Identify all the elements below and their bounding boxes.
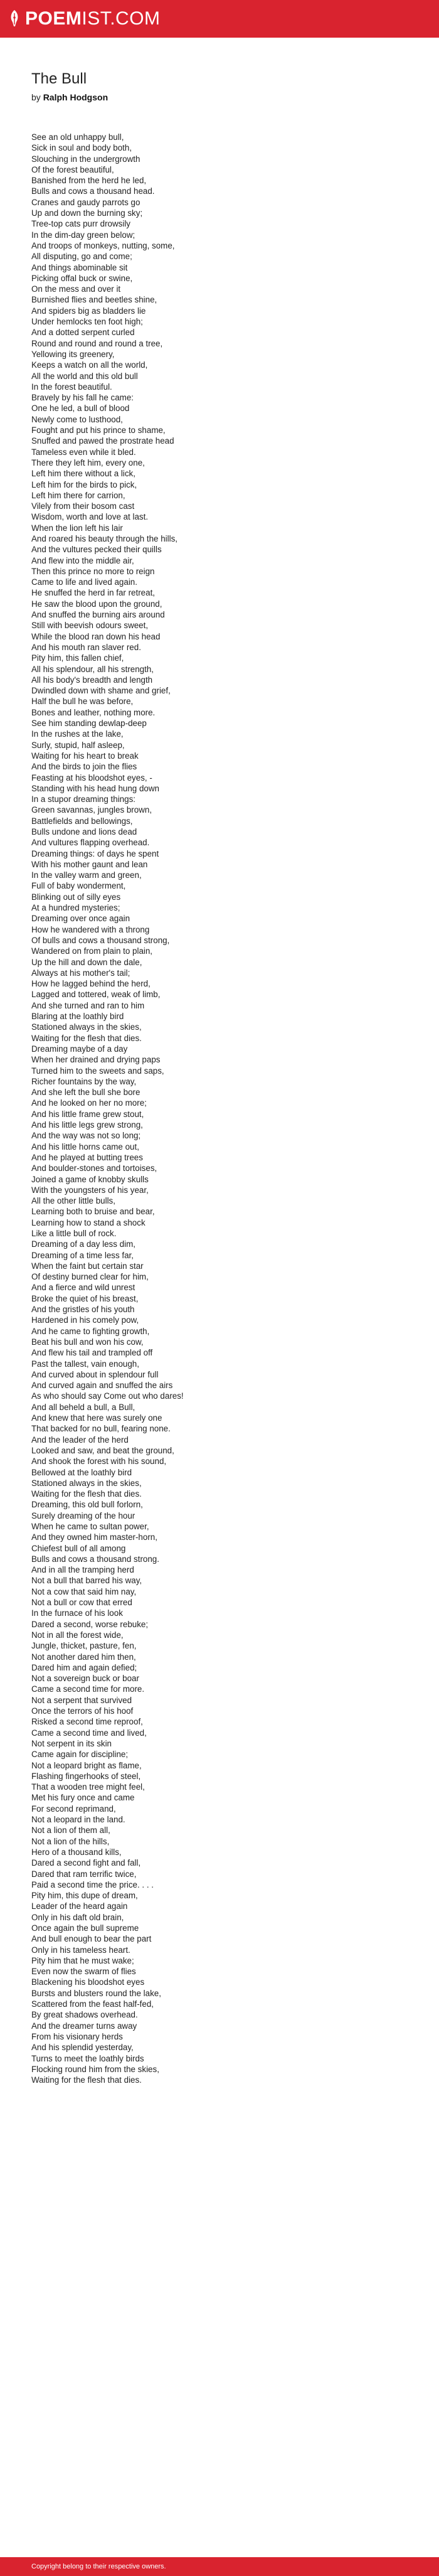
footer-copyright: Copyright belong to their respective owners. bbox=[31, 2563, 166, 2570]
poem-line: Looked and saw, and beat the ground, bbox=[31, 1445, 174, 1455]
poem-line: Wandered on from plain to plain, bbox=[31, 946, 153, 956]
poem-line: There they left him, every one, bbox=[31, 457, 145, 468]
poem-line: Waiting for the flesh that dies. bbox=[31, 2075, 142, 2085]
poem-line: Slouching in the undergrowth bbox=[31, 154, 140, 164]
poem-line: For second reprimand, bbox=[31, 1804, 116, 1814]
poem-line: And all beheld a bull, a Bull, bbox=[31, 1402, 135, 1412]
poem-line: And shook the forest with his sound, bbox=[31, 1456, 167, 1467]
poem-line: Risked a second time reproof, bbox=[31, 1717, 143, 1727]
poem-line: Blaring at the loathly bird bbox=[31, 1012, 124, 1022]
poem-line: Even now the swarm of flies bbox=[31, 1967, 136, 1977]
poem-line: In the furnace of his look bbox=[31, 1608, 123, 1618]
poem-line: Blackening his bloodshot eyes bbox=[31, 1977, 145, 1987]
poem-line: Richer fountains by the way, bbox=[31, 1076, 137, 1086]
poem-line: And she turned and ran to him bbox=[31, 1000, 145, 1010]
poem-line: And the way was not so long; bbox=[31, 1131, 141, 1141]
poem-line: Once again the bull supreme bbox=[31, 1923, 139, 1933]
poem-line: Not serpent in its skin bbox=[31, 1738, 112, 1748]
poem-line: That backed for no bull, fearing none. bbox=[31, 1424, 171, 1434]
poem-line: Dreaming things: of days he spent bbox=[31, 848, 159, 858]
poem-line: With the youngsters of his year, bbox=[31, 1185, 149, 1195]
logo-text bbox=[25, 9, 161, 28]
poem-line: Then this prince no more to reign bbox=[31, 566, 155, 576]
site-footer bbox=[0, 2557, 439, 2576]
poem-line: Left him there without a lick, bbox=[31, 469, 135, 479]
poem-line: In the valley warm and green, bbox=[31, 870, 142, 880]
poem-line: And snuffed the burning airs around bbox=[31, 610, 165, 620]
poem-line: Dared a second fight and fall, bbox=[31, 1858, 141, 1868]
poem-line: Only in his tameless heart. bbox=[31, 1945, 130, 1955]
poem-line: Not a bull or cow that erred bbox=[31, 1598, 132, 1608]
poem-line: Bursts and blusters round the lake, bbox=[31, 1988, 161, 1998]
poem-line: Half the bull he was before, bbox=[31, 697, 134, 707]
poem-line: And the birds to join the flies bbox=[31, 762, 137, 772]
poem-line: And the dreamer turns away bbox=[31, 2021, 137, 2031]
poem-line: Tree-top cats purr drowsily bbox=[31, 219, 131, 229]
poem-content bbox=[31, 70, 420, 2085]
poem-line: And knew that here was surely one bbox=[31, 1413, 162, 1423]
poem-line: Sick in soul and body both, bbox=[31, 143, 132, 153]
poem-line: All his body's breadth and length bbox=[31, 675, 153, 685]
poem-line: Turns to meet the loathly birds bbox=[31, 2053, 144, 2063]
poem-line: Pity him that he must wake; bbox=[31, 1955, 134, 1965]
poem-line: And his mouth ran slaver red. bbox=[31, 642, 141, 652]
poem-line: As who should say Come out who dares! bbox=[31, 1391, 184, 1401]
poem-line: And he played at butting trees bbox=[31, 1152, 143, 1162]
poem-line: Dreaming over once again bbox=[31, 914, 130, 924]
poem-line: Chiefest bull of all among bbox=[31, 1543, 126, 1553]
poem-line: Not a serpent that survived bbox=[31, 1695, 132, 1705]
poem-line: And his little legs grew strong, bbox=[31, 1120, 143, 1130]
poem-line: Beat his bull and won his cow, bbox=[31, 1337, 144, 1347]
poem-line: And he looked on her no more; bbox=[31, 1098, 147, 1108]
poem-line: In the forest beautiful. bbox=[31, 382, 112, 392]
poem-line: And curved again and snuffed the airs bbox=[31, 1381, 173, 1391]
poem-line: Learning how to stand a shock bbox=[31, 1217, 145, 1227]
poem-line: Tameless even while it bled. bbox=[31, 447, 136, 457]
poem-line: Bones and leather, nothing more. bbox=[31, 707, 156, 717]
poem-line: All disputing, go and come; bbox=[31, 252, 132, 262]
poem-line: With his mother gaunt and lean bbox=[31, 859, 148, 869]
poem-line: In the rushes at the lake, bbox=[31, 729, 124, 739]
poem-line: And they owned him master-horn, bbox=[31, 1532, 157, 1542]
poem-line: Left him for the birds to pick, bbox=[31, 479, 137, 489]
poem-line: How he lagged behind the herd, bbox=[31, 979, 151, 989]
poem-line: And the leader of the herd bbox=[31, 1435, 129, 1445]
poem-line: One he led, a bull of blood bbox=[31, 404, 130, 414]
poem-line: Dared that ram terrific twice, bbox=[31, 1869, 137, 1879]
poem-line: Under hemlocks ten foot high; bbox=[31, 317, 143, 327]
poem-line: Waiting for the flesh that dies. bbox=[31, 1489, 142, 1499]
poem-line: At a hundred mysteries; bbox=[31, 903, 120, 913]
poem-line: Broke the quiet of his breast, bbox=[31, 1293, 139, 1303]
poem-line: Only in his daft old brain, bbox=[31, 1912, 124, 1922]
logo-text-strong: POEM bbox=[25, 8, 82, 29]
poem-line: See him standing dewlap-deep bbox=[31, 719, 147, 729]
site-header bbox=[0, 0, 439, 38]
poem-line: Waiting for the flesh that dies. bbox=[31, 1033, 142, 1043]
poem-line: On the mess and over it bbox=[31, 284, 121, 294]
poem-line: Battlefields and bellowings, bbox=[31, 816, 133, 826]
poem-line: Still with beevish odours sweet, bbox=[31, 621, 149, 631]
logo-text-light: IST.COM bbox=[82, 8, 161, 29]
poem-line: And boulder-stones and tortoises, bbox=[31, 1163, 157, 1173]
poem-line: And the gristles of his youth bbox=[31, 1305, 135, 1315]
poem-line: And she left the bull she bore bbox=[31, 1088, 140, 1098]
poem-line: And his little horns came out, bbox=[31, 1141, 139, 1152]
poem-line: How he wandered with a throng bbox=[31, 924, 150, 934]
poem-line: And a fierce and wild unrest bbox=[31, 1283, 135, 1293]
poem-line: He saw the blood upon the ground, bbox=[31, 599, 162, 609]
poem-line: And flew his tail and trampled off bbox=[31, 1348, 153, 1358]
poem-line: Hero of a thousand kills, bbox=[31, 1847, 122, 1857]
poem-line: And spiders big as bladders lie bbox=[31, 306, 146, 316]
poem-line: Came again for discipline; bbox=[31, 1750, 129, 1760]
poem-line: Not another dared him then, bbox=[31, 1652, 136, 1662]
poem-line: And his splendid yesterday, bbox=[31, 2043, 134, 2053]
poem-line: And he came to fighting growth, bbox=[31, 1326, 150, 1336]
poem-line: Met his fury once and came bbox=[31, 1793, 135, 1803]
poem-line: Dreaming of a day less dim, bbox=[31, 1239, 135, 1249]
poem-line: Full of baby wonderment, bbox=[31, 881, 126, 891]
poem-line: Once the terrors of his hoof bbox=[31, 1706, 134, 1716]
poem-line: See an old unhappy bull, bbox=[31, 132, 124, 142]
poem-line: Paid a second time the price. . . . bbox=[31, 1879, 154, 1889]
poem-line: That a wooden tree might feel, bbox=[31, 1782, 145, 1792]
poem-line: Picking offal buck or swine, bbox=[31, 273, 133, 283]
byline bbox=[31, 92, 420, 103]
poem-line: Pity him, this fallen chief, bbox=[31, 653, 124, 663]
poem-line: Pity him, this dupe of dream, bbox=[31, 1891, 138, 1901]
poem-title: The Bull bbox=[31, 70, 87, 87]
poem-line: Came a second time and lived, bbox=[31, 1728, 147, 1738]
poem-line: Dared him and again defied; bbox=[31, 1662, 137, 1672]
poem-line: Bulls and cows a thousand strong. bbox=[31, 1554, 159, 1564]
poem-line: Not a lion of the hills, bbox=[31, 1836, 110, 1846]
poem-line: Lagged and tottered, weak of limb, bbox=[31, 990, 161, 1000]
poem-line: Surely dreaming of the hour bbox=[31, 1510, 135, 1520]
poem-line: Of destiny burned clear for him, bbox=[31, 1272, 149, 1282]
poem-line: Not a leopard in the land. bbox=[31, 1815, 125, 1825]
poem-line: Dared a second, worse rebuke; bbox=[31, 1619, 149, 1629]
poem-line: While the blood ran down his head bbox=[31, 631, 161, 641]
poem-line: Not a lion of them all, bbox=[31, 1825, 110, 1836]
poem-line: Of the forest beautiful, bbox=[31, 164, 114, 174]
poem-line: From his visionary herds bbox=[31, 2031, 123, 2041]
poem-line: Not a leopard bright as flame, bbox=[31, 1760, 142, 1770]
poem-line: Blinking out of silly eyes bbox=[31, 892, 121, 902]
poem-line: In the dim-day green below; bbox=[31, 230, 135, 240]
poem-line: All the other little bulls, bbox=[31, 1196, 115, 1206]
poem-line: All his splendour, all his strength, bbox=[31, 664, 154, 674]
poem-line: Not a bull that barred his way, bbox=[31, 1576, 142, 1586]
poem-line: Fought and put his prince to shame, bbox=[31, 425, 166, 436]
poem-line: And flew into the middle air, bbox=[31, 555, 134, 565]
poem-line: And troops of monkeys, nutting, some, bbox=[31, 240, 175, 250]
poem-line: Bellowed at the loathly bird bbox=[31, 1467, 132, 1477]
poem-line: And his little frame grew stout, bbox=[31, 1109, 144, 1119]
poem-line: Burnished flies and beetles shine, bbox=[31, 295, 157, 305]
site-logo[interactable] bbox=[9, 9, 161, 28]
poem-line: Dreaming, this old bull forlorn, bbox=[31, 1500, 143, 1510]
poem-line: Jungle, thicket, pasture, fen, bbox=[31, 1641, 137, 1651]
poem-line: Cranes and gaudy parrots go bbox=[31, 197, 140, 207]
poem-line: Leader of the heard again bbox=[31, 1901, 128, 1911]
by-label: by bbox=[31, 92, 41, 102]
poem-line: Like a little bull of rock. bbox=[31, 1228, 117, 1238]
poem-line: And vultures flapping overhead. bbox=[31, 838, 150, 848]
poem-line: And roared his beauty through the hills, bbox=[31, 533, 177, 543]
poem-line: Joined a game of knobby skulls bbox=[31, 1174, 149, 1184]
poem-line: Waiting for his heart to break bbox=[31, 751, 139, 761]
poem-line: Scattered from the feast half-fed, bbox=[31, 1999, 154, 2009]
poem-line: Bulls and cows a thousand head. bbox=[31, 186, 155, 196]
poem-line: Bravely by his fall he came: bbox=[31, 393, 134, 403]
poem-line: Past the tallest, vain enough, bbox=[31, 1359, 139, 1369]
poem-line: Newly come to lusthood, bbox=[31, 414, 123, 424]
poem-line: Of bulls and cows a thousand strong, bbox=[31, 935, 170, 945]
poem-line: And curved about in splendour full bbox=[31, 1369, 159, 1379]
poem-line: Vilely from their bosom cast bbox=[31, 501, 135, 511]
poem-line: And things abominable sit bbox=[31, 262, 128, 272]
author-link[interactable]: Ralph Hodgson bbox=[43, 92, 108, 102]
poem-line: Feasting at his bloodshot eyes, - bbox=[31, 772, 152, 783]
poem-line: Not in all the forest wide, bbox=[31, 1630, 124, 1640]
poem-line: Dwindled down with shame and grief, bbox=[31, 686, 171, 696]
poem-line: When her drained and drying paps bbox=[31, 1055, 161, 1065]
poem-line: Surly, stupid, half asleep, bbox=[31, 740, 125, 750]
poem-line: Left him there for carrion, bbox=[31, 490, 125, 500]
poem-line: Always at his mother's tail; bbox=[31, 968, 130, 978]
poem-line: Snuffed and pawed the prostrate head bbox=[31, 436, 174, 446]
poem-line: Dreaming of a time less far, bbox=[31, 1250, 134, 1260]
poem-line: Yellowing its greenery, bbox=[31, 349, 115, 359]
poem-line: Banished from the herd he led, bbox=[31, 176, 147, 186]
poem-line: Wisdom, worth and love at last. bbox=[31, 512, 149, 522]
poem-line: Came a second time for more. bbox=[31, 1684, 145, 1694]
poem-line: Learning both to bruise and bear, bbox=[31, 1207, 155, 1217]
poem-line: Flashing fingerhooks of steel, bbox=[31, 1771, 141, 1781]
poem-line: Turned him to the sweets and saps, bbox=[31, 1066, 164, 1076]
poem-line: And bull enough to bear the part bbox=[31, 1934, 152, 1944]
poem-line: In a stupor dreaming things: bbox=[31, 794, 135, 804]
poem-line: Standing with his head hung down bbox=[31, 783, 159, 793]
poem-line: Hardened in his comely pow, bbox=[31, 1315, 139, 1325]
poem-line: When the faint but certain star bbox=[31, 1261, 144, 1271]
poem-line: When he came to sultan power, bbox=[31, 1522, 149, 1531]
poem-line: And in all the tramping herd bbox=[31, 1565, 134, 1575]
poem-line: Stationed always in the skies, bbox=[31, 1022, 142, 1032]
poem-line: All the world and this old bull bbox=[31, 371, 138, 381]
poem-line: Round and round and round a tree, bbox=[31, 338, 163, 348]
poem-line: Flocking round him from the skies, bbox=[31, 2064, 159, 2074]
poem-line: Stationed always in the skies, bbox=[31, 1478, 142, 1488]
poem-line: Up and down the burning sky; bbox=[31, 208, 143, 218]
quill-pen-icon bbox=[9, 9, 20, 28]
poem-line: He snuffed the herd in far retreat, bbox=[31, 588, 156, 598]
poem-line: Green savannas, jungles brown, bbox=[31, 805, 152, 815]
poem-line: Dreaming maybe of a day bbox=[31, 1044, 128, 1054]
poem-body bbox=[31, 132, 420, 2085]
poem-line: Not a cow that said him nay, bbox=[31, 1586, 137, 1596]
poem-line: Keeps a watch on all the world, bbox=[31, 360, 148, 370]
poem-line: Bulls undone and lions dead bbox=[31, 827, 137, 836]
poem-line: And a dotted serpent curled bbox=[31, 328, 135, 338]
poem-line: And the vultures pecked their quills bbox=[31, 545, 162, 555]
poem-line: Not a sovereign buck or boar bbox=[31, 1674, 139, 1684]
poem-line: Up the hill and down the dale, bbox=[31, 957, 142, 967]
poem-line: When the lion left his lair bbox=[31, 523, 123, 533]
poem-line: By great shadows overhead. bbox=[31, 2010, 138, 2020]
poem-line: Came to life and lived again. bbox=[31, 577, 137, 587]
